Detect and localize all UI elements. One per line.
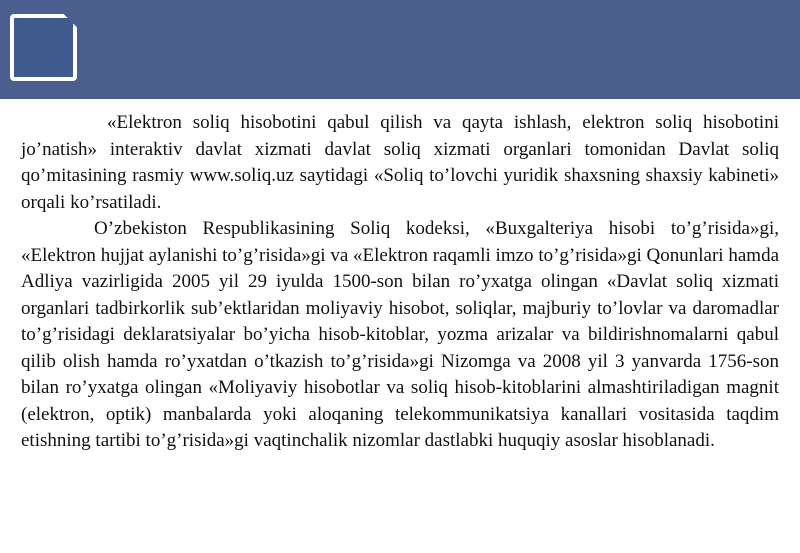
- paragraph-legal-basis: O’zbekiston Respublikasining Soliq kodeksi, «Buxgalteriya hisobi to’g’risida»gi, «Elektron hujjat aylanishi to’g’risida»gi va «Elektron raqamli imzo to’g’risida»gi Qonunlari hamda Adliya vazirligida 2005 yil 29 iyulda 1500-son bilan ro’yxatga olingan «Davlat soliq xizmati organlari tadbirkorlik sub’ektlaridan moliyaviy hisobot, soliqlar, majburiy to’lovlar va daromadlar to’g’risidagi deklaratsiyalar bo’yicha hisob-kitoblar, yozma arizalar va bildirishnomalarni qabul qilib olish hamda ro’yxatdan o’tkazish to’g’risida»gi Nizomga va 2008 yil 3 yanvarda 1756-son bilan ro’yxatga olingan «Moliyaviy hisobotlar va soliq hisob-kitoblarini almashtiriladigan magnit (elektron, optik) manbalarda yoki aloqaning telekommunikatsiya kanallari vositasida taqdim etishning tartibi to’g’risida»gi vaqtinchalik nizomlar dastlabki huquqiy asoslar hisoblanadi.: [21, 218, 779, 451]
- paragraph-intro: «Elektron soliq hisobotini qabul qilish va qayta ishlash, elektron soliq hisobotini jo’natish» interaktiv davlat xizmati davlat soliq xizmati organlari tomonidan Davlat soliq qo’mitasining rasmiy www.soliq.uz saytidagi «Soliq to’lovchi yuridik shaxsning shaxsiy kabineti» orqali ko’rsatiladi.: [21, 112, 779, 213]
- document-body: [21, 110, 779, 455]
- header-band: [0, 0, 800, 99]
- rounded-square-logo-icon: [10, 14, 77, 81]
